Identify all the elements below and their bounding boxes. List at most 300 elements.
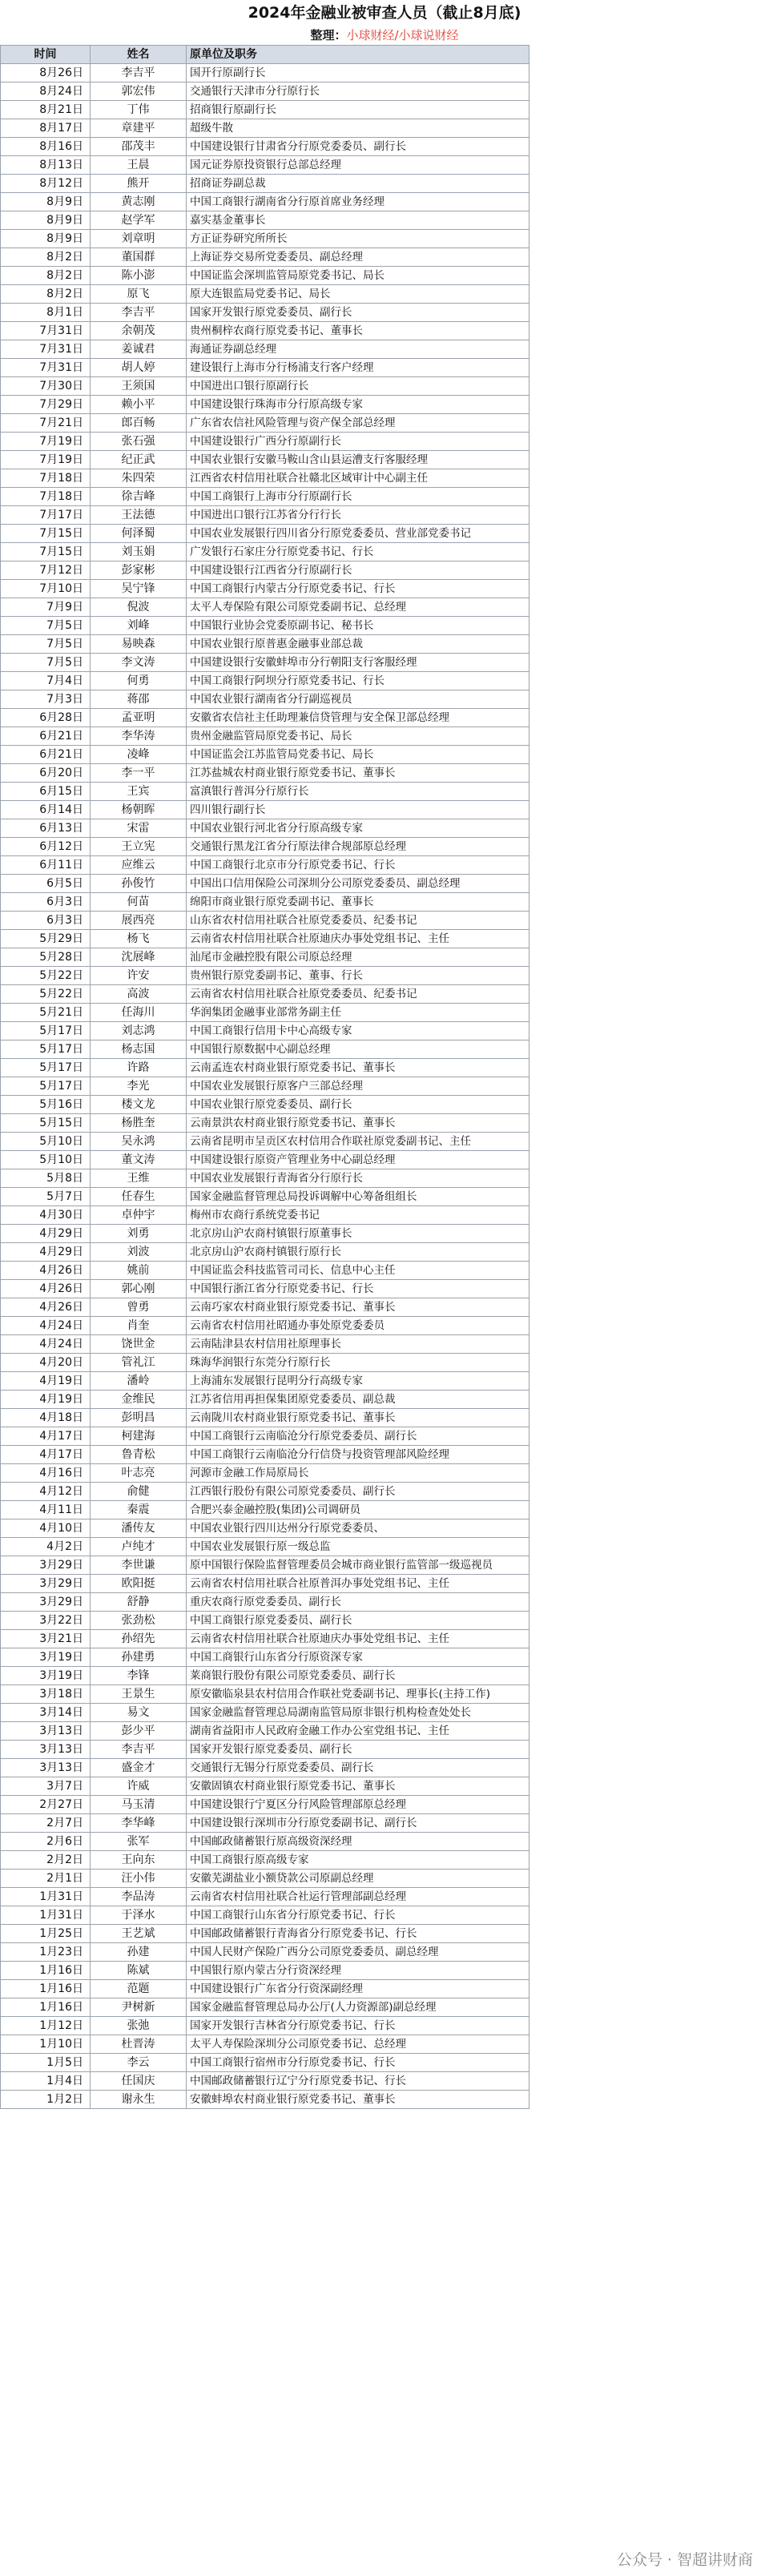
position-cell: 中国工商银行原高级专家 [187,1851,529,1870]
name-cell: 郎百畅 [91,414,187,433]
table-row [1,1354,529,1372]
name-cell: 高波 [91,985,187,1004]
position-cell: 华润集团金融事业部常务副主任 [187,1004,529,1022]
position-cell: 海通证券副总经理 [187,340,529,359]
table-row [1,340,529,359]
date-cell: 5月29日 [1,930,91,948]
position-cell: 中国证监会江苏监管局党委书记、局长 [187,746,529,764]
date-cell: 4月29日 [1,1243,91,1262]
table-row [1,1741,529,1759]
position-cell: 云南陇川农村商业银行原党委书记、董事长 [187,1409,529,1427]
name-cell: 彭少平 [91,1722,187,1741]
table-row [1,506,529,525]
name-cell: 易映森 [91,635,187,654]
table-row [1,138,529,156]
date-cell: 8月16日 [1,138,91,156]
name-cell: 楼文龙 [91,1096,187,1114]
date-cell: 8月26日 [1,64,91,83]
name-cell: 郭心刚 [91,1280,187,1298]
position-cell: 上海浦东发展银行昆明分行高级专家 [187,1372,529,1391]
date-cell: 5月17日 [1,1059,91,1077]
date-cell: 5月15日 [1,1114,91,1133]
name-cell: 展西亮 [91,912,187,930]
position-cell: 中国工商银行内蒙古分行原党委书记、行长 [187,580,529,598]
name-cell: 姚前 [91,1262,187,1280]
table-row [1,1427,529,1446]
table-row [1,764,529,783]
position-cell: 广发银行石家庄分行原党委书记、行长 [187,543,529,561]
name-cell: 熊开 [91,175,187,193]
name-cell: 任海川 [91,1004,187,1022]
table-row [1,654,529,672]
position-cell: 国元证券原投资银行总部总经理 [187,156,529,175]
name-cell: 李吉平 [91,304,187,322]
position-cell: 国家开发银行吉林省分行原党委书记、行长 [187,2017,529,2035]
table-row [1,1483,529,1501]
table-row [1,322,529,340]
date-cell: 8月9日 [1,230,91,248]
header-date: 时间 [1,46,91,64]
position-cell: 中国建设银行广东省分行资深副经理 [187,1980,529,1998]
name-cell: 凌峰 [91,746,187,764]
position-cell: 云南孟连农村商业银行原党委书记、董事长 [187,1059,529,1077]
table-header-row [1,46,529,64]
position-cell: 云南省农村信用社联合社原迪庆办事处党组书记、主任 [187,930,529,948]
name-cell: 刘章明 [91,230,187,248]
name-cell: 李华涛 [91,727,187,746]
table-row [1,156,529,175]
table-row [1,1298,529,1317]
name-cell: 章建平 [91,119,187,138]
date-cell: 6月21日 [1,746,91,764]
table-row [1,64,529,83]
header-name: 姓名 [91,46,187,64]
date-cell: 4月11日 [1,1501,91,1519]
table-row [1,1538,529,1556]
table-row [1,1556,529,1575]
name-cell: 许安 [91,967,187,985]
name-cell: 陈小澎 [91,267,187,285]
date-cell: 8月12日 [1,175,91,193]
date-cell: 6月12日 [1,838,91,856]
table-row [1,1833,529,1851]
name-cell: 吴永鸿 [91,1133,187,1151]
table-row [1,1759,529,1777]
position-cell: 上海证券交易所党委委员、副总经理 [187,248,529,267]
table-row [1,967,529,985]
table-row [1,1501,529,1519]
table-row [1,433,529,451]
date-cell: 1月5日 [1,2054,91,2072]
date-cell: 4月26日 [1,1298,91,1317]
date-cell: 7月5日 [1,654,91,672]
date-cell: 4月12日 [1,1483,91,1501]
date-cell: 8月2日 [1,285,91,304]
date-cell: 7月31日 [1,340,91,359]
position-cell: 方正证券研究所所长 [187,230,529,248]
table-row [1,525,529,543]
date-cell: 3月21日 [1,1630,91,1648]
name-cell: 王晨 [91,156,187,175]
name-cell: 孙绍先 [91,1630,187,1648]
position-cell: 中国农业银行四川达州分行原党委委员、 [187,1519,529,1538]
position-cell: 江苏盐城农村商业银行原党委书记、董事长 [187,764,529,783]
position-cell: 山东省农村信用社联合社原党委委员、纪委书记 [187,912,529,930]
name-cell: 孙建 [91,1943,187,1962]
position-cell: 中国农业发展银行青海省分行原行长 [187,1169,529,1188]
position-cell: 中国农业银行原普惠金融事业部总裁 [187,635,529,654]
name-cell: 何苗 [91,893,187,912]
position-cell: 中国农业发展银行四川省分行原党委委员、营业部党委书记 [187,525,529,543]
position-cell: 中国农业发展银行原一级总监 [187,1538,529,1556]
date-cell: 7月12日 [1,561,91,580]
date-cell: 5月17日 [1,1040,91,1059]
name-cell: 刘玉娟 [91,543,187,561]
name-cell: 卢纯才 [91,1538,187,1556]
date-cell: 4月24日 [1,1335,91,1354]
name-cell: 李文涛 [91,654,187,672]
date-cell: 8月13日 [1,156,91,175]
position-cell: 云南省农村信用社联合社原党委委员、纪委书记 [187,985,529,1004]
date-cell: 5月21日 [1,1004,91,1022]
date-cell: 6月13日 [1,819,91,838]
table-row [1,1648,529,1667]
name-cell: 李锋 [91,1667,187,1685]
position-cell: 贵州银行原党委副书记、董事、行长 [187,967,529,985]
table-row [1,1925,529,1943]
position-cell: 贵州桐梓农商行原党委书记、董事长 [187,322,529,340]
name-cell: 孙俊竹 [91,875,187,893]
name-cell: 纪正武 [91,451,187,469]
table-row [1,1464,529,1483]
position-cell: 招商证券副总裁 [187,175,529,193]
date-cell: 8月17日 [1,119,91,138]
position-cell: 云南省农村信用社联合社运行管理部副总经理 [187,1888,529,1906]
position-cell: 中国银行业协会党委原副书记、秘书长 [187,617,529,635]
table-row [1,580,529,598]
position-cell: 汕尾市金融控股有限公司原总经理 [187,948,529,967]
table-row [1,948,529,967]
date-cell: 4月10日 [1,1519,91,1538]
table-row [1,709,529,727]
position-cell: 江西省农村信用社联合社赣北区域审计中心副主任 [187,469,529,488]
table-row [1,985,529,1004]
position-cell: 中国工商银行湖南省分行原首席业务经理 [187,193,529,211]
table-row [1,1059,529,1077]
table-row [1,930,529,948]
date-cell: 7月18日 [1,488,91,506]
table-row [1,1409,529,1427]
table-row [1,1022,529,1040]
date-cell: 6月20日 [1,764,91,783]
table-row [1,1133,529,1151]
position-cell: 原安徽临泉县农村信用合作联社党委副书记、理事长(主持工作) [187,1685,529,1704]
table-row [1,1262,529,1280]
name-cell: 李吉平 [91,64,187,83]
table-row [1,1980,529,1998]
name-cell: 刘波 [91,1243,187,1262]
position-cell: 莱商银行股份有限公司原党委委员、副行长 [187,1667,529,1685]
name-cell: 李华峰 [91,1814,187,1833]
table-row [1,2072,529,2091]
position-cell: 中国农业银行安徽马鞍山含山县运漕支行客服经理 [187,451,529,469]
date-cell: 6月3日 [1,893,91,912]
name-cell: 孙建勇 [91,1648,187,1667]
table-row [1,912,529,930]
position-cell: 梅州市农商行系统党委书记 [187,1206,529,1225]
position-cell: 合肥兴泰金融控股(集团)公司调研员 [187,1501,529,1519]
table-row [1,1280,529,1298]
subtitle-label: 整理： [310,28,347,42]
date-cell: 1月4日 [1,2072,91,2091]
position-cell: 中国工商银行云南临沧分行信贷与投资管理部风险经理 [187,1446,529,1464]
subtitle-source: 小球财经/小球说财经 [346,28,459,42]
table-row [1,1004,529,1022]
name-cell: 金维民 [91,1391,187,1409]
date-cell: 1月16日 [1,1998,91,2017]
name-cell: 张劲松 [91,1612,187,1630]
name-cell: 张弛 [91,2017,187,2035]
table-row [1,1704,529,1722]
name-cell: 李吉平 [91,1741,187,1759]
date-cell: 3月13日 [1,1741,91,1759]
position-cell: 云南省农村信用社联合社原迪庆办事处党组书记、主任 [187,1630,529,1648]
position-cell: 建设银行上海市分行杨浦支行客户经理 [187,359,529,377]
table-body [1,64,529,2109]
name-cell: 李云 [91,2054,187,2072]
table-row [1,543,529,561]
date-cell: 1月2日 [1,2091,91,2109]
date-cell: 7月3日 [1,690,91,709]
table-row [1,838,529,856]
name-cell: 杨志国 [91,1040,187,1059]
table-row [1,617,529,635]
table-row [1,488,529,506]
table-row [1,1906,529,1925]
table-row [1,230,529,248]
position-cell: 江西银行股份有限公司原党委委员、副行长 [187,1483,529,1501]
name-cell: 蒋邵 [91,690,187,709]
header-position: 原单位及职务 [187,46,529,64]
date-cell: 4月17日 [1,1427,91,1446]
name-cell: 李世谦 [91,1556,187,1575]
name-cell: 沈展峰 [91,948,187,967]
position-cell: 中国工商银行云南临沧分行原党委委员、副行长 [187,1427,529,1446]
name-cell: 马玉清 [91,1796,187,1814]
table-row [1,1667,529,1685]
position-cell: 中国工商银行山东省分行原资深专家 [187,1648,529,1667]
date-cell: 4月29日 [1,1225,91,1243]
table-row [1,451,529,469]
table-row [1,193,529,211]
position-cell: 云南陆津县农村信用社原理事长 [187,1335,529,1354]
date-cell: 4月2日 [1,1538,91,1556]
table-row [1,414,529,433]
name-cell: 王法德 [91,506,187,525]
position-cell: 中国邮政储蓄银行原高级资深经理 [187,1833,529,1851]
name-cell: 杨胜奎 [91,1114,187,1133]
name-cell: 管礼江 [91,1354,187,1372]
name-cell: 王艺斌 [91,1925,187,1943]
name-cell: 王景生 [91,1685,187,1704]
name-cell: 盛金才 [91,1759,187,1777]
table-row [1,1243,529,1262]
position-cell: 中国工商银行原党委委员、副行长 [187,1612,529,1630]
name-cell: 胡人婷 [91,359,187,377]
date-cell: 1月31日 [1,1888,91,1906]
position-cell: 绵阳市商业银行原党委副书记、董事长 [187,893,529,912]
date-cell: 3月22日 [1,1612,91,1630]
name-cell: 欧阳挺 [91,1575,187,1593]
table-row [1,1151,529,1169]
date-cell: 1月23日 [1,1943,91,1962]
date-cell: 8月24日 [1,83,91,101]
date-cell: 6月3日 [1,912,91,930]
table-row [1,1593,529,1612]
position-cell: 中国建设银行广西分行原副行长 [187,433,529,451]
name-cell: 任国庆 [91,2072,187,2091]
name-cell: 饶世金 [91,1335,187,1354]
name-cell: 姜诚君 [91,340,187,359]
position-cell: 中国建设银行甘肃省分行原党委委员、副行长 [187,138,529,156]
table-row [1,1630,529,1648]
name-cell: 舒静 [91,1593,187,1612]
position-cell: 中国农业银行河北省分行原高级专家 [187,819,529,838]
page-title: 2024年金融业被审查人员（截止8月底) [248,4,521,22]
date-cell: 3月13日 [1,1759,91,1777]
name-cell: 吴宁锋 [91,580,187,598]
date-cell: 4月26日 [1,1280,91,1298]
table-row [1,175,529,193]
date-cell: 4月26日 [1,1262,91,1280]
date-cell: 1月16日 [1,1962,91,1980]
position-cell: 国家金融监督管理总局办公厅(人力资源部)副总经理 [187,1998,529,2017]
table-row [1,2035,529,2054]
table-row [1,2091,529,2109]
date-cell: 1月10日 [1,2035,91,2054]
name-cell: 何勇 [91,672,187,690]
date-cell: 7月9日 [1,598,91,617]
table-row [1,783,529,801]
table-row [1,1796,529,1814]
table-row [1,267,529,285]
table-row [1,1169,529,1188]
position-cell: 原中国银行保险监督管理委员会城市商业银行监管部一级巡视员 [187,1556,529,1575]
position-cell: 重庆农商行原党委委员、副行长 [187,1593,529,1612]
position-cell: 北京房山沪农商村镇银行原董事长 [187,1225,529,1243]
position-cell: 安徽芜湖盐业小额贷款公司原副总经理 [187,1870,529,1888]
position-cell: 中国工商银行山东省分行原党委书记、行长 [187,1906,529,1925]
name-cell: 应维云 [91,856,187,875]
position-cell: 中国建设银行安徽蚌埠市分行朝阳支行客服经理 [187,654,529,672]
table-row [1,2054,529,2072]
name-cell: 易文 [91,1704,187,1722]
table-row [1,1519,529,1538]
position-cell: 中国银行原内蒙古分行资深经理 [187,1962,529,1980]
position-cell: 广东省农信社风险管理与资产保全部总经理 [187,414,529,433]
name-cell: 王立宪 [91,838,187,856]
table-row [1,2017,529,2035]
date-cell: 7月15日 [1,543,91,561]
watermark: 公众号 · 智超讲财商 [612,2546,758,2571]
name-cell: 鲁青松 [91,1446,187,1464]
position-cell: 中国建设银行宁夏区分行风险管理部原总经理 [187,1796,529,1814]
position-cell: 贵州金融监管局原党委书记、局长 [187,727,529,746]
table-row [1,1685,529,1704]
date-cell: 2月1日 [1,1870,91,1888]
date-cell: 5月22日 [1,985,91,1004]
table-row [1,893,529,912]
position-cell: 四川银行副行长 [187,801,529,819]
date-cell: 6月5日 [1,875,91,893]
table-row [1,1851,529,1870]
date-cell: 6月11日 [1,856,91,875]
table-row [1,561,529,580]
position-cell: 中国邮政储蓄银行青海省分行原党委书记、行长 [187,1925,529,1943]
position-cell: 北京房山沪农商村镇银行原行长 [187,1243,529,1262]
name-cell: 丁伟 [91,101,187,119]
name-cell: 谢永生 [91,2091,187,2109]
table-row [1,1225,529,1243]
date-cell: 7月18日 [1,469,91,488]
date-cell: 3月19日 [1,1648,91,1667]
table-row [1,285,529,304]
name-cell: 邵茂丰 [91,138,187,156]
name-cell: 余朝茂 [91,322,187,340]
date-cell: 6月14日 [1,801,91,819]
date-cell: 3月18日 [1,1685,91,1704]
personnel-table [0,45,529,2109]
name-cell: 潘岭 [91,1372,187,1391]
name-cell: 刘志鸿 [91,1022,187,1040]
table-row [1,1888,529,1906]
position-cell: 中国人民财产保险广西分公司原党委委员、副总经理 [187,1943,529,1962]
name-cell: 王宾 [91,783,187,801]
position-cell: 中国进出口银行原副行长 [187,377,529,396]
date-cell: 5月17日 [1,1077,91,1096]
position-cell: 中国工商银行信用卡中心高级专家 [187,1022,529,1040]
name-cell: 叶志亮 [91,1464,187,1483]
date-cell: 8月9日 [1,211,91,230]
table-row [1,1446,529,1464]
name-cell: 彭明昌 [91,1409,187,1427]
position-cell: 太平人寿保险深圳分公司原党委书记、总经理 [187,2035,529,2054]
position-cell: 中国建设银行珠海市分行原高级专家 [187,396,529,414]
date-cell: 8月2日 [1,267,91,285]
date-cell: 3月29日 [1,1556,91,1575]
position-cell: 太平人寿保险有限公司原党委副书记、总经理 [187,598,529,617]
table-row [1,469,529,488]
table-row [1,690,529,709]
table-row [1,819,529,838]
position-cell: 中国建设银行原资产管理业务中心副总经理 [187,1151,529,1169]
name-cell: 朱四荣 [91,469,187,488]
name-cell: 范题 [91,1980,187,1998]
name-cell: 刘峰 [91,617,187,635]
name-cell: 王须国 [91,377,187,396]
name-cell: 尹树新 [91,1998,187,2017]
name-cell: 彭家彬 [91,561,187,580]
date-cell: 5月28日 [1,948,91,967]
name-cell: 许路 [91,1059,187,1077]
date-cell: 6月21日 [1,727,91,746]
table-row [1,1040,529,1059]
table-row [1,1814,529,1833]
date-cell: 3月14日 [1,1704,91,1722]
table-row [1,1077,529,1096]
name-cell: 李品涛 [91,1888,187,1906]
name-cell: 何泽蜀 [91,525,187,543]
